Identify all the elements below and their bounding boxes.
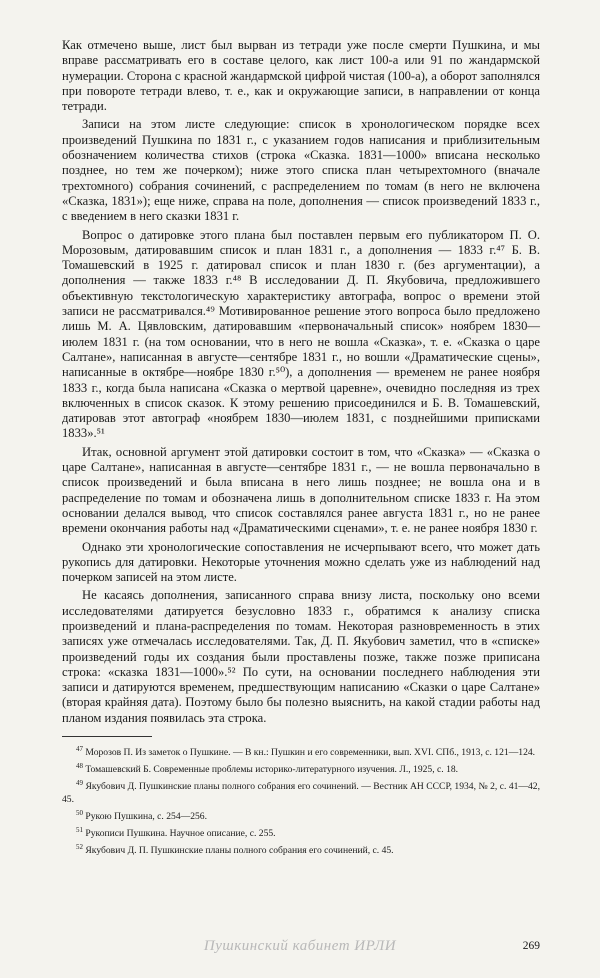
footnote-number: 51 [76,825,83,834]
footnote-text: Якубович Д. Пушкинские планы полного собрания его сочинений. — Вестник АН СССР, 1934, № 2, с. 41—42, 45. [62,781,540,805]
footnote-51 [62,824,540,840]
footnote-number: 48 [76,762,83,771]
footnote-47 [62,743,540,759]
paragraph-5: Однако эти хронологические сопоставления не исчерпывают всего, что может дать рукопись для датировки. Некоторые уточнения можно сделать уже из наблюдений над почерком записей на этом листе. [62,539,540,585]
footnote-number: 47 [76,745,83,754]
footnote-text: Рукою Пушкина, с. 254—256. [85,810,208,822]
page-number: 269 [522,940,540,952]
footnote-number: 49 [76,779,83,788]
footnote-50 [62,807,540,823]
paragraph-4: Итак, основной аргумент этой датировки состоит в том, что «Сказка» — «Сказка о царе Салтане», написанная в августе—сентябре 1831 г., — не вошла первоначально в список произведений и была вписана в него лишь позднее; не вошла она и в распределение по томам и обозначена лишь в дополнительном списке 1833 г. На этом основании делался вывод, что список составлялся ранее августа 1831 г., но не ранее времени окончания работы над «Драматическими сценами», т. е. не ранее ноября 1830 г. [62,444,540,536]
footnote-number: 52 [76,843,83,851]
footnote-48 [62,760,540,776]
footnote-divider [62,736,152,737]
footnote-text: Томашевский Б. Современные проблемы историко-литературного изучения. Л., 1925, с. 18. [85,764,459,776]
paragraph-3: Вопрос о датировке этого плана был поставлен первым его публикатором П. О. Морозовым, датировавшим список и план 1831 г., а дополнения — 1833 г.⁴⁷ Б. В. Томашевский в 1925 г. датировал список и план 1830 г. (без аргументации), а дополнения — также 1833 г.⁴⁸ В исследовании Д. П. Якубовича, предложившего объективную текстологическую характеристику автографа, вопрос о времени этой записи не рассматривался.⁴⁹ Мотивированное решение этого вопроса было предложено лишь М. А. Цявловским, датировавшим «первоначальный список» ноябрем 1830—июлем 1831 г. (на том основании, что в него не вошла «Сказка», т. е. «Сказка о царе Салтане», написанная в августе—сентябре 1831 г., но вошли «Драматические сцены», написанные в октябре—ноябре 1830 г.⁵⁰), а дополнения — временем не ранее ноября 1833 г., когда была написана «Сказка о мертвой царевне», очевидно последняя из трех включенных в список сказок. К этому решению присоединился и Б. В. Томашевский, датировав этот автограф «ноябрем 1830—июлем 1831, с позднейшими приписками 1833».⁵¹ [62,227,540,441]
page-body [62,38,540,858]
footnote-number: 50 [76,808,83,817]
footnote-text: Морозов П. Из заметок о Пушкине. — В кн.: Пушкин и его современники, вып. XVI. СПб., 1913, с. 121—124. [85,747,536,759]
paragraph-6: Не касаясь дополнения, записанного справа внизу листа, поскольку оно всеми исследователями датируется безусловно 1833 г., обратимся к анализу списка произведений и плана-распределения по томам. Некоторая разновременность в этих записях уже отмечалась исследователями. Так, Д. П. Якубович заметил, что в «списке» произведений годы их создания были проставлены позже, также позже приписана строка: «сказка 1831—1000».⁵² По сути, на основании последнего наблюдения эти записи и датируются временем, предшествующим написанию «Сказки о царе Салтане» (вторая крайняя дата). Поэтому было бы полезно выяснить, на какой стадии работы над планом издания появилась эта строка. [62,588,540,725]
paragraph-2: Записи на этом листе следующие: список в хронологическом порядке всех произведений Пушкина по 1831 г., с указанием годов написания и приблизительным обозначением количества стихов (строка «Сказка. 1831—1000» вписана несколько позднее, но тем же почерком); ниже этого списка план четырехтомного (вначале трехтомного) собрания сочинений, с распределением по томам (в него не включена «Сказка, 1831»); еще ниже, справа на поле, дополнения — список произведений 1833 г., с введением в него сказки 1831 г. [62,117,540,224]
watermark: Пушкинский кабинет ИРЛИ [203,938,397,954]
footnote-49 [62,777,540,805]
footnotes [62,743,540,857]
paragraph-1: Как отмечено выше, лист был вырван из тетради уже после смерти Пушкина, и мы вправе рассматривать его в составе целого, как лист 100-а или 91 по жандармской нумерации. Сторона с красной жандармской цифрой чистая (100-а), а оборот заполнялся при повороте тетради влево, т. е., как и окружающие записи, в направлении от конца тетради. [62,38,540,114]
footnote-52 [62,841,540,857]
footnote-text: Якубович Д. П. Пушкинские планы полного собрания его сочинений, с. 45. [85,845,394,857]
footnote-text: Рукописи Пушкина. Научное описание, с. 255. [85,828,276,839]
